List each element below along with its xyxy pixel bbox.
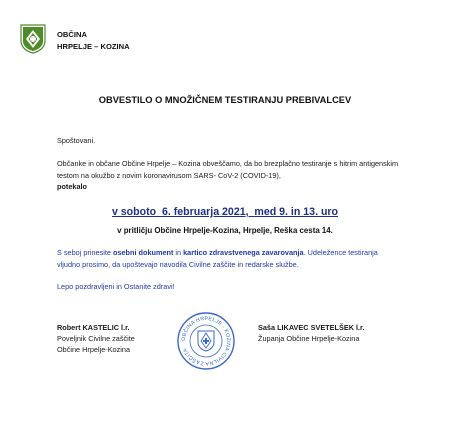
- instructions-text-d: . Udeležence testiranja vljudno prosimo, da upoštevajo navodila Civilne zaščite in redarske službe.: [57, 248, 378, 269]
- signatory-left-role: Poveljnik Civilne zaščite: [57, 333, 135, 343]
- testing-date-time: v soboto 6. februarja 2021, med 9. in 13. uro: [111, 206, 339, 218]
- municipality-name-line2: HRPELJE – KOZINA: [57, 42, 130, 51]
- stamp-text: OBČINA HRPELJE - KOZINA CIVILNA ZAŠČITA: [180, 315, 232, 367]
- intro-text: Občanke in občane Občine Hrpelje – Kozina obveščamo, da bo brezplačno testiranje s hitrim antigenskim testom na okužbo z novim koronavirusom SARS- CoV-2 (COVID-19),: [57, 159, 399, 180]
- official-stamp: [176, 311, 236, 371]
- intro-bold-word: potekalo: [57, 182, 88, 191]
- instructions-id-document: osebni dokument: [112, 248, 174, 257]
- instructions-insurance-card: kartico zdravstvenega zavarovanja: [183, 248, 304, 257]
- intro-paragraph: [57, 158, 402, 193]
- testing-location: v pritličju Občine Hrpelje-Kozina, Hrpelje, Reška cesta 14.: [117, 226, 333, 235]
- signature-left: [57, 323, 135, 355]
- instructions-text-a: S seboj prinesite: [57, 248, 113, 257]
- document-title: OBVESTILO O MNOŽIČNEM TESTIRANJU PREBIVALCEV: [98, 95, 352, 105]
- greeting: Spoštovani.: [57, 136, 96, 145]
- signatory-left-name: Robert KASTELIC l.r.: [57, 323, 130, 332]
- municipality-name: [57, 29, 130, 53]
- signatory-right-name: Saša LIKAVEC SVETELŠEK l.r.: [258, 323, 365, 332]
- municipality-coat-of-arms-icon: [20, 24, 46, 54]
- instructions-paragraph: [57, 247, 402, 270]
- stamp-emblem-icon: [198, 331, 214, 351]
- signatory-left-org: Občine Hrpelje-Kozina: [57, 344, 131, 354]
- signatory-right-role: Županja Občine Hrpelje-Kozina: [258, 333, 360, 343]
- closing-regards: Lepo pozdravljeni in Ostanite zdravi!: [57, 282, 175, 291]
- municipality-name-line1: OBČINA: [57, 30, 87, 39]
- instructions-text-c: in: [173, 248, 184, 257]
- signature-right: [258, 323, 365, 345]
